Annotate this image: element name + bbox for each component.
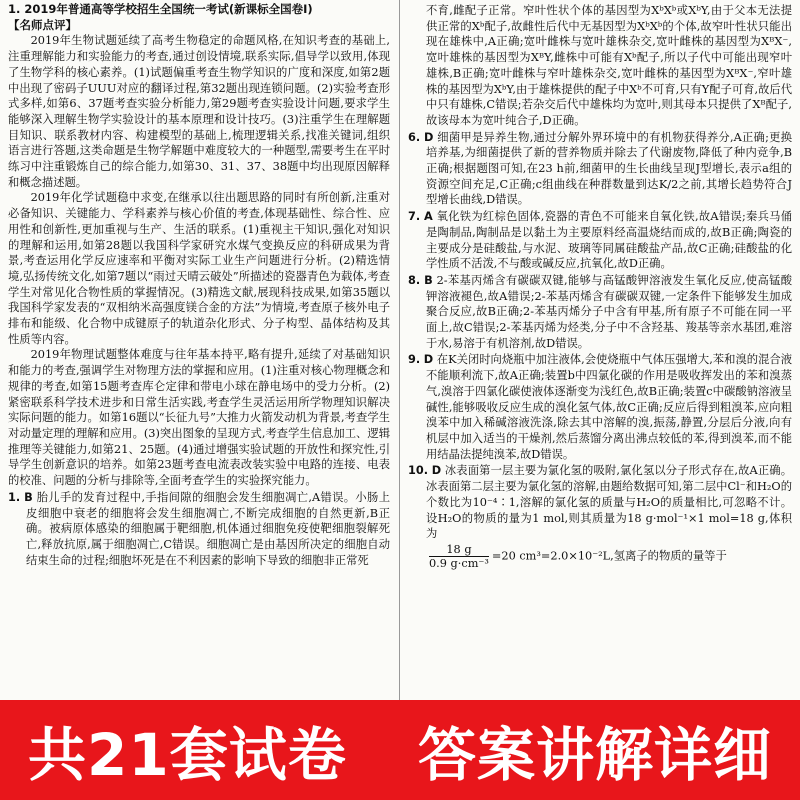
answer-letter: D	[431, 464, 442, 478]
expert-comment-heading: 【名师点评】	[8, 17, 77, 32]
right-column	[408, 2, 792, 700]
chemistry-commentary: 2019年化学试题稳中求变,在继承以往出题思路的同时有所创新,注重对必备知识、关键能力、学科素养与核心价值的考查,体现基础性、综合性、应用性和创新性,更加重视与生产、生活的联系。(1)重视主干知识,强化对知识的理解和运用,如第28题以我国科学家研究水煤气变换反应的科研成果为背景,考查运用化学反应速率和平衡对实际工业生产问题进行分析。(2)精选情境,弘扬传统文化,如第7题以“雨过天晴云破处”所描述的瓷器青色为载体,考查学生对常见化合物性质的掌握情况。(3)精选文献,展现科技成果,如第35题以我国科学家发表的“双相纳米高强度镁合金的方法”为情境,考查原子核外电子排布和能级、化合物中成键原子的轨道杂化形式、分子构型、晶体结构及其性质等内容。	[8, 191, 390, 346]
answer-letter: A	[424, 210, 433, 224]
exam-title: 1. 2019年普通高等学校招生全国统一考试(新课标全国卷Ⅰ)	[8, 2, 313, 16]
answer-letter: D	[423, 353, 434, 367]
formula-result: =20 cm³=2.0×10⁻²L,氢离子的物质的量等于	[491, 549, 727, 563]
answer-item	[408, 130, 792, 209]
banner-left-text: 共21套试卷	[28, 721, 347, 789]
answer-number: 7.	[408, 210, 421, 224]
answer-continuation: 不育,雌配子正常。窄叶性状个体的基因型为XᵇXᵇ或XᵇY,由于父本无法提供正常的Xᵇ配子,故雌性后代中无基因型为XᵇXᵇ的个体,故窄叶性状只能出现在雄株中,A正确;宽叶雌株与宽叶雄株杂交,宽叶雌株的基因型为XᴮX⁻,宽叶雄株的基因型为XᴮY,雌株中可能有Xᵇ配子,所以子代中可能出现窄叶雄株,B正确;宽叶雌株与窄叶雄株杂交,宽叶雌株的基因型为XᴮX⁻,窄叶雄株的基因型为XᵇY,由于雄株提供的配子中Xᵇ不可育,只有Y配子可育,故后代中只有雄株,C错误;若杂交后代中雄株均为宽叶,则其母本只提供了Xᴮ配子,故该母本为宽叶纯合子,D正确。	[426, 4, 792, 127]
fraction-numerator: 18 g	[429, 543, 489, 557]
answer-number: 9.	[408, 353, 421, 367]
formula-line	[408, 543, 792, 570]
answer-item	[408, 209, 792, 272]
answer-explanation: 胎儿手的发育过程中,手指间隙的细胞会发生细胞凋亡,A错误。小肠上皮细胞中衰老的细胞将会发生细胞凋亡,不断完成细胞的自然更新,B正确。被病原体感染的细胞属于靶细胞,机体通过细胞免疫使靶细胞裂解死亡,释放抗原,属于细胞凋亡,C错误。细胞凋亡是由基因所决定的细胞自动结束生命的过程;细胞坏死是在不利因素的影响下导致的细胞非正常死	[26, 490, 390, 567]
answer-item	[408, 273, 792, 352]
answer-number: 1.	[8, 490, 21, 504]
answer-explanation: 2-苯基丙烯含有碳碳双键,能够与高锰酸钾溶液发生氧化反应,使高锰酸钾溶液褪色,故A错误;2-苯基丙烯含有碳碳双键,一定条件下能够发生加成聚合反应,故B正确;2-苯基丙烯分子中含有甲基,所有原子不可能在同一平面上,故C错误;2-苯基丙烯为烃类,分子中不含羟基、羧基等亲水基团,难溶于水,易溶于有机溶剂,故D错误。	[426, 273, 792, 350]
answer-explanation: 冰表面第一层主要为氯化氢的吸附,氯化氢以分子形式存在,故A正确。冰表面第二层主要为氯化氢的溶解,由题给数据可知,第二层中Cl⁻和H₂O的个数比为10⁻⁴∶1,溶解的氯化氢的质量与H₂O的质量相比,可忽略不计。设H₂O的物质的量为1 mol,则其质量为18 g·mol⁻¹×1 mol=18 g,体积为	[426, 464, 792, 541]
answer-explanation: 在K关闭时向烧瓶中加注液体,会使烧瓶中气体压强增大,苯和溴的混合液不能顺利流下,故A正确;装置b中四氯化碳的作用是吸收挥发出的苯和溴蒸气,溴溶于四氯化碳使液体逐渐变为浅红色,故B正确;装置c中碳酸钠溶液呈碱性,能够吸收反应生成的溴化氢气体,故C正确;反应后得到粗溴苯,应向粗溴苯中加入稀碱溶液洗涤,除去其中溶解的溴,振荡,静置,分层后分液,向有机层中加入适当的干燥剂,然后蒸馏分离出沸点较低的苯,得到溴苯,而不能用结晶法提纯溴苯,故D错误。	[426, 353, 792, 461]
answer-number: 6.	[408, 130, 421, 144]
answer-explanation: 氧化铁为红棕色固体,瓷器的青色不可能来自氧化铁,故A错误;秦兵马俑是陶制品,陶制品是以黏土为主要原料经高温烧结而成的,故B正确;陶瓷的主要成分是硅酸盐,与水泥、玻璃等同属硅酸盐产品,故C正确;硅酸盐的化学性质不活泼,不与酸或碱反应,抗氧化,故D正确。	[426, 210, 792, 271]
answer-number: 8.	[408, 273, 421, 287]
answer-number: 10.	[408, 464, 429, 478]
answer-item	[8, 490, 390, 569]
left-column	[8, 2, 390, 700]
fraction-denominator: 0.9 g·cm⁻³	[429, 556, 489, 570]
answer-letter: D	[424, 130, 434, 144]
promo-banner	[0, 700, 800, 800]
physics-commentary: 2019年物理试题整体难度与往年基本持平,略有提升,延续了对基础知识和能力的考查,强调学生对物理方法的掌握和应用。(1)注重对核心物理概念和规律的考查,如第15题考查库仑定律和带电小球在静电场中的受力分析。(2)紧密联系科学技术进步和日常生活实践,考查学生灵活运用所学物理知识解决实际问题的能力。如第16题以“长征九号”大推力火箭发动机为背景,考查学生对动量定理的理解和应用。(3)突出图象的呈现方式,考查学生信息加工、逻辑推理等关键能力,如第21、25题。(4)通过增强实验试题的开放性和探究性,引导学生创新意识的培养。如第23题考查电流表改装实验中电路的连接、电表的校准、问题的分析与排除等,全面考查学生的实验探究能力。	[8, 348, 390, 488]
answer-letter: B	[24, 490, 33, 504]
answer-letter: B	[424, 273, 433, 287]
column-divider	[399, 0, 400, 700]
banner-right-text: 答案讲解详细	[417, 721, 772, 789]
answer-item	[408, 463, 792, 542]
answer-item	[408, 352, 792, 462]
fraction	[429, 543, 489, 570]
biology-commentary: 2019年生物试题延续了高考生物稳定的命题风格,在知识考查的基础上,注重理解能力和实验能力的考查,通过创设情境,联系实际,倡导学以致用,体现了生物学科的核心素养。(1)试题偏重考查生物学知识的广度和深度,如第2题中出现了密码子UUU对应的翻译过程,第32题出现连锁问题。(2)实验考查形式多样,如第6、37题考查实验分析能力,第29题考查实验设计问题,要求学生能够深入理解生物学实验设计的基本原理和设计技巧。(3)注重学生在理解题目知识、联系教材内容、构建模型的基础上,梳理逻辑关系,找准关键词,组织语言进行答题,这类命题是生物学解题中难度较大的一种题型,需要考生在平时练习中注重锻炼自己的综合能力,如第30、31、37、38题中均出现原因解释和概念描述题。	[8, 34, 390, 189]
answer-explanation: 细菌甲是异养生物,通过分解外界环境中的有机物获得养分,A正确;更换培养基,为细菌提供了新的营养物质并除去了代谢废物,降低了种内竞争,B正确;根据题图可知,在23 h前,细菌甲的生长曲线呈现J型增长,表示a组的资源空间充足,C正确;c组曲线在种群数量到达K/2之前,其增长趋势符合J型增长曲线,D错误。	[426, 130, 792, 207]
